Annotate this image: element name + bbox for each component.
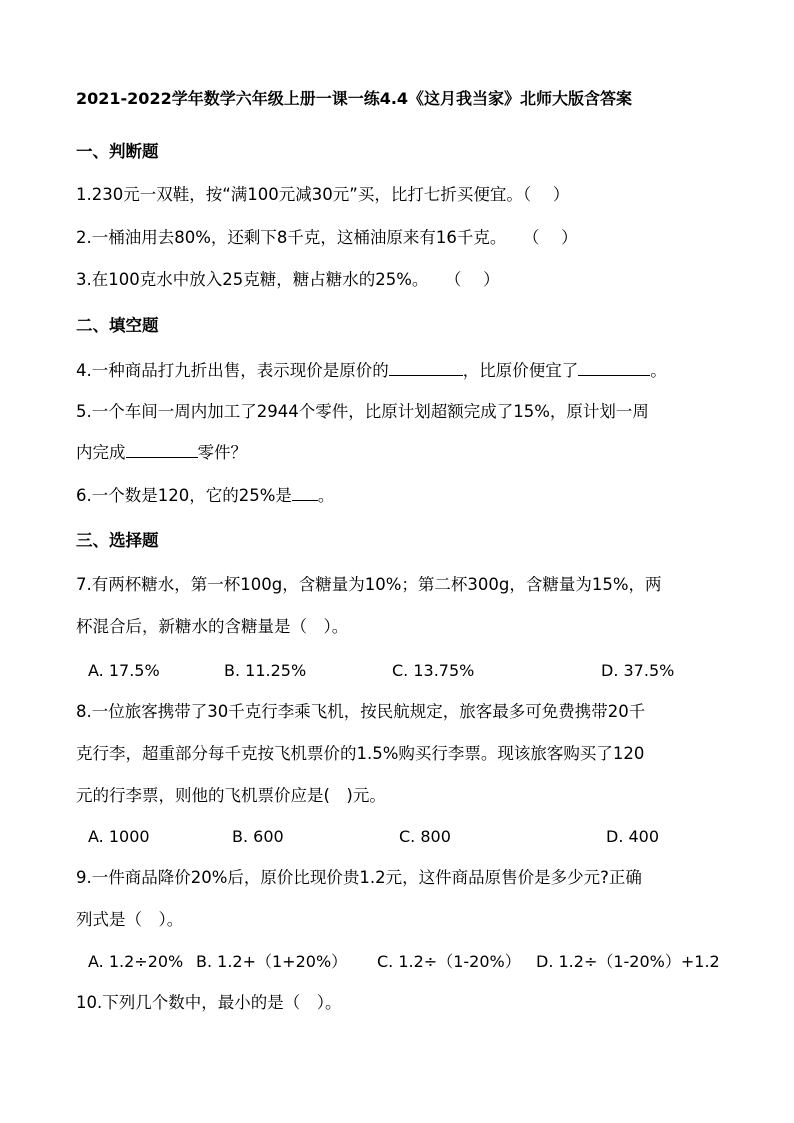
question-4-text-a: 4.一种商品打九折出售，表示现价是原价的 — [76, 361, 389, 380]
option-b[interactable]: B. 1.2+（1+20%） — [196, 952, 348, 971]
question-2: 2.一桶油用去80%，还剩下8千克，这桶油原来有16千克。 （ ） — [76, 228, 578, 247]
question-3: 3.在100克水中放入25克糖，糖占糖水的25%。 （ ） — [76, 270, 500, 289]
option-c[interactable]: C. 13.75% — [392, 661, 475, 680]
question-5-text-a: 内完成 — [76, 443, 126, 462]
option-c[interactable]: C. 1.2÷（1-20%） — [377, 952, 521, 971]
question-8-line-2: 克行李，超重部分每千克按飞机票价的1.5%购买行李票。现该旅客购买了120 — [76, 744, 645, 763]
option-a[interactable]: A. 1.2÷20% — [88, 952, 184, 971]
question-6-text-a: 6.一个数是120，它的25%是 — [76, 486, 292, 505]
question-4 — [76, 359, 667, 382]
section-heading-judgment: 一、判断题 — [76, 142, 159, 161]
question-6 — [76, 484, 334, 507]
section-heading-fill-blank: 二、填空题 — [76, 316, 159, 335]
option-b[interactable]: B. 11.25% — [224, 661, 307, 680]
question-5-line-2 — [76, 441, 247, 464]
option-d[interactable]: D. 1.2÷（1-20%）+1.2 — [536, 952, 720, 971]
question-10: 10.下列几个数中，最小的是（ ）。 — [76, 993, 342, 1012]
option-d[interactable]: D. 37.5% — [601, 661, 675, 680]
option-d[interactable]: D. 400 — [606, 827, 660, 846]
answer-blank[interactable] — [126, 441, 198, 458]
option-c[interactable]: C. 800 — [399, 827, 451, 846]
answer-blank[interactable] — [389, 359, 463, 376]
answer-blank[interactable] — [292, 484, 318, 501]
option-b[interactable]: B. 600 — [232, 827, 284, 846]
question-8-line-1: 8.一位旅客携带了30千克行李乘飞机，按民航规定，旅客最多可免费携带20千 — [76, 702, 646, 721]
option-a[interactable]: A. 1000 — [88, 827, 150, 846]
question-8-line-3: 元的行李票，则他的飞机票价应是( )元。 — [76, 786, 386, 805]
question-5-text-b: 零件？ — [197, 443, 247, 462]
option-a[interactable]: A. 17.5% — [88, 661, 160, 680]
question-9-line-2: 列式是（ ）。 — [76, 910, 184, 929]
question-9-line-1: 9.一件商品降价20%后，原价比现价贵1.2元，这件商品原售价是多少元?正确 — [76, 868, 642, 887]
question-5-line-1: 5.一个车间一周内加工了2944个零件，比原计划超额完成了15%，原计划一周 — [76, 402, 649, 421]
document-title: 2021-2022学年数学六年级上册一课一练4.4《这月我当家》北师大版含答案 — [76, 89, 633, 108]
section-heading-choice: 三、选择题 — [76, 531, 159, 550]
question-7-line-1: 7.有两杯糖水，第一杯100g，含糖量为10%；第二杯300g，含糖量为15%，两 — [76, 575, 662, 594]
question-6-text-b: 。 — [317, 486, 335, 505]
answer-blank[interactable] — [578, 359, 650, 376]
question-7-line-2: 杯混合后，新糖水的含糖量是（ ）。 — [76, 617, 349, 636]
question-1: 1.230元一双鞋，按“满100元减30元”买，比打七折买便宜。（ ） — [76, 185, 570, 204]
question-4-text-b: ，比原价便宜了 — [462, 361, 579, 380]
question-4-text-c: 。 — [650, 361, 667, 380]
